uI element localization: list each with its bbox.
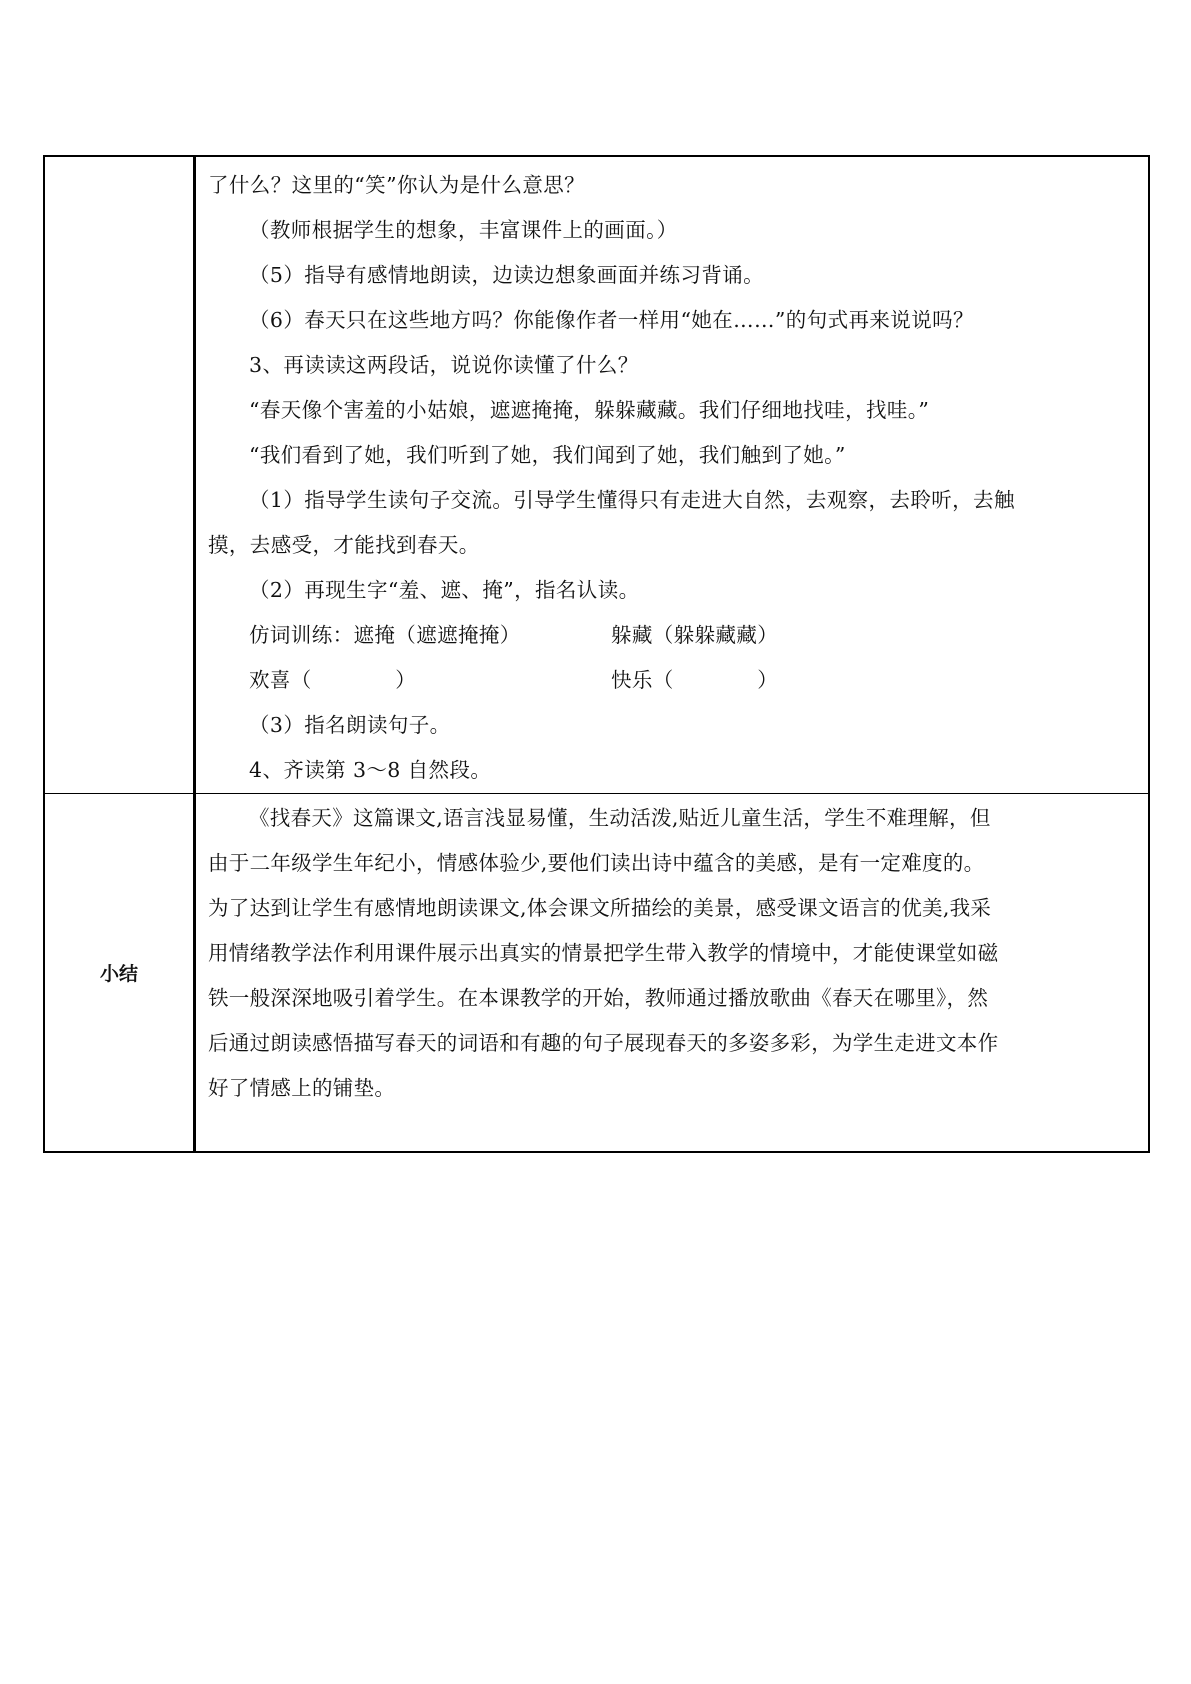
- summary-label-cell: [44, 794, 195, 1152]
- text-line: （5）指导有感情地朗读，边读边想象画面并练习背诵。: [249, 263, 765, 287]
- text-line: （6）春天只在这些地方吗？你能像作者一样用“她在……”的句式再来说说吗？: [249, 308, 974, 332]
- word-training-row: [208, 613, 1138, 658]
- row-label-cell: [44, 156, 195, 794]
- training-blank: 快乐（ ）: [611, 668, 779, 692]
- training-item: 仿词训练：遮掩（遮遮掩掩）: [249, 623, 521, 647]
- text-line: 用情绪教学法作利用课件展示出真实的情景把学生带入教学的情境中，才能使课堂如磁: [208, 941, 999, 965]
- table-row: [44, 794, 1149, 1152]
- text-line: （教师根据学生的想象，丰富课件上的画面。）: [249, 218, 678, 242]
- lesson-steps: [196, 157, 1148, 793]
- text-line: 为了达到让学生有感情地朗读课文,体会课文所描绘的美景，感受课文语言的优美,我采: [208, 896, 992, 920]
- text-line: （3）指名朗读句子。: [249, 713, 451, 737]
- text-line: （1）指导学生读句子交流。引导学生懂得只有走进大自然，去观察，去聆听，去触: [249, 488, 1015, 512]
- row-content-cell: [195, 156, 1150, 794]
- training-item: 躲藏（躲躲藏藏）: [611, 623, 779, 647]
- summary-content-cell: [195, 794, 1150, 1152]
- training-blank: 欢喜（ ）: [249, 668, 417, 692]
- summary-label: 小结: [99, 962, 138, 985]
- lesson-table: [43, 155, 1150, 1153]
- word-training-row: [208, 658, 1138, 703]
- text-line: 好了情感上的铺垫。: [208, 1076, 396, 1100]
- text-line: 《找春天》这篇课文,语言浅显易懂，生动活泼,贴近儿童生活，学生不难理解，但: [249, 806, 991, 830]
- text-line: 铁一般深深地吸引着学生。在本课教学的开始，教师通过播放歌曲《春天在哪里》，然: [208, 986, 989, 1010]
- summary-text: [196, 794, 1148, 1111]
- text-line: 由于二年级学生年纪小，情感体验少,要他们读出诗中蕴含的美感，是有一定难度的。: [208, 851, 985, 875]
- text-line: 4、齐读第 3～8 自然段。: [249, 758, 492, 782]
- table-row: [44, 156, 1149, 794]
- text-line: 了什么？这里的“笑”你认为是什么意思？: [208, 173, 586, 197]
- text-line: 3、再读读这两段话，说说你读懂了什么？: [249, 353, 639, 377]
- text-line: “我们看到了她，我们听到了她，我们闻到了她，我们触到了她。”: [249, 443, 846, 467]
- text-line: “春天像个害羞的小姑娘，遮遮掩掩，躲躲藏藏。我们仔细地找哇，找哇。”: [249, 398, 930, 422]
- text-line: 后通过朗读感悟描写春天的词语和有趣的句子展现春天的多姿多彩，为学生走进文本作: [208, 1031, 999, 1055]
- text-line: 摸，去感受，才能找到春天。: [208, 533, 480, 557]
- text-line: （2）再现生字“羞、遮、掩”，指名认读。: [249, 578, 640, 602]
